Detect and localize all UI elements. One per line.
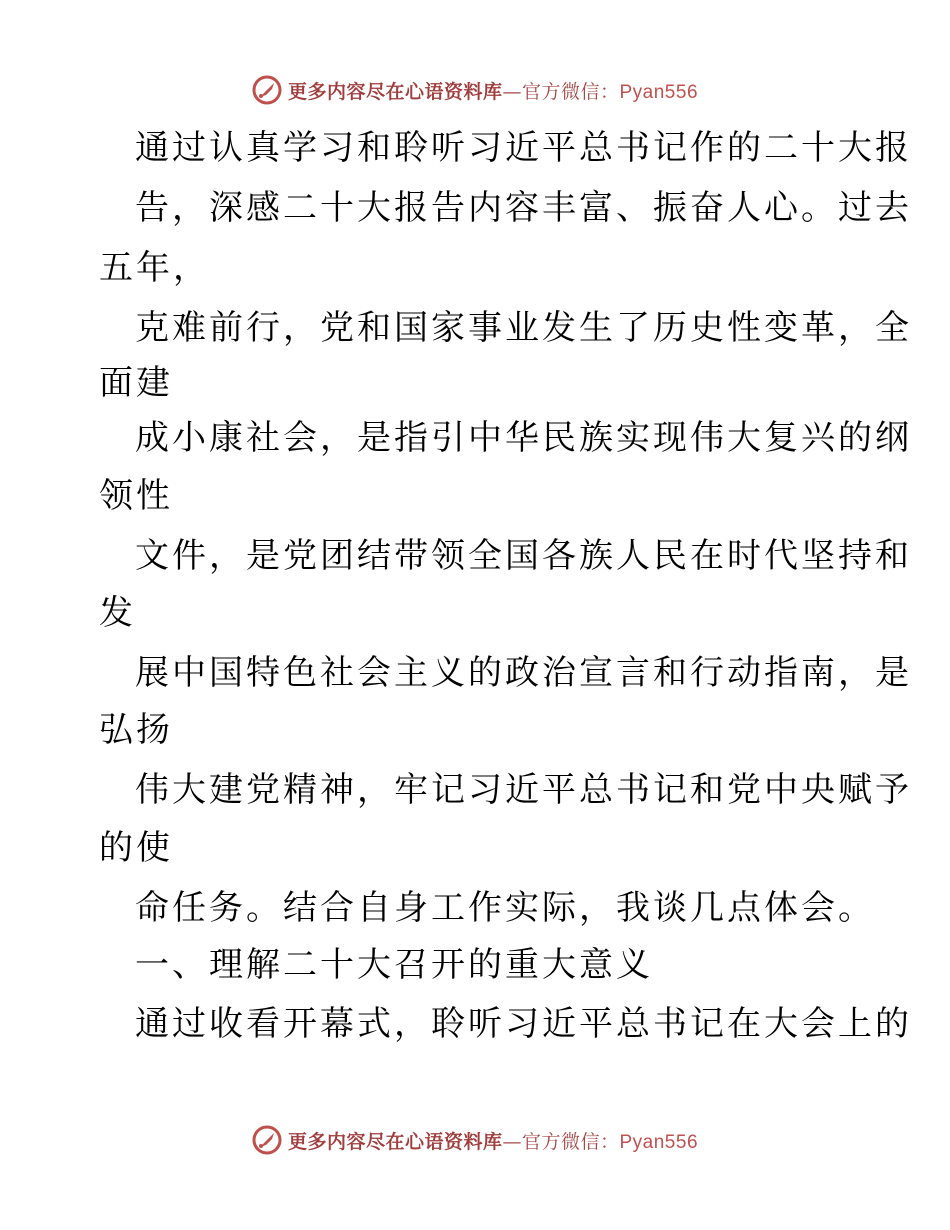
watermark-dash: —: [502, 1130, 522, 1153]
watermark-title: 更多内容尽在心语资料库: [287, 1130, 503, 1153]
header-watermark-banner: [0, 72, 950, 108]
body-line-2: 告，深感二十大报告内容丰富、振奋人心。过去: [135, 188, 912, 228]
body-line-3: 五年，: [99, 248, 210, 288]
watermark-contact-label: 官方微信：: [521, 80, 620, 103]
body-line-7: 领性: [99, 476, 173, 516]
watermark-title: 更多内容尽在心语资料库: [287, 80, 503, 103]
body-line-6: 成小康社会，是指引中华民族实现伟大复兴的纲: [135, 418, 912, 458]
body-line-14: 命任务。结合自身工作实际，我谈几点体会。: [135, 888, 875, 928]
watermark-dash: —: [502, 80, 522, 103]
body-line-4: 克难前行，党和国家事业发生了历史性变革，全: [135, 308, 912, 348]
body-line-13: 的使: [99, 828, 173, 868]
body-line-1: 通过认真学习和聆听习近平总书记作的二十大报: [135, 128, 912, 168]
body-line-10: 展中国特色社会主义的政治宣言和行动指南，是: [135, 653, 912, 693]
watermark-wechat-id: Pyan556: [619, 1131, 699, 1153]
watermark-wechat-id: Pyan556: [619, 81, 699, 103]
body-line-5: 面建: [99, 363, 173, 403]
body-line-16: 通过收看开幕式，聆听习近平总书记在大会上的: [135, 1004, 912, 1044]
watermark-text: [288, 1127, 698, 1154]
quill-logo-icon: [252, 1125, 282, 1155]
quill-logo-icon: [252, 75, 282, 105]
body-line-8: 文件，是党团结带领全国各族人民在时代坚持和: [135, 536, 912, 576]
body-line-11: 弘扬: [99, 710, 173, 750]
watermark-text: [288, 77, 698, 104]
body-line-15: 一、理解二十大召开的重大意义: [135, 945, 653, 985]
body-line-12: 伟大建党精神，牢记习近平总书记和党中央赋予: [135, 770, 912, 810]
watermark-contact-label: 官方微信：: [521, 1130, 620, 1153]
body-line-9: 发: [99, 593, 136, 633]
footer-watermark-banner: [0, 1122, 950, 1158]
